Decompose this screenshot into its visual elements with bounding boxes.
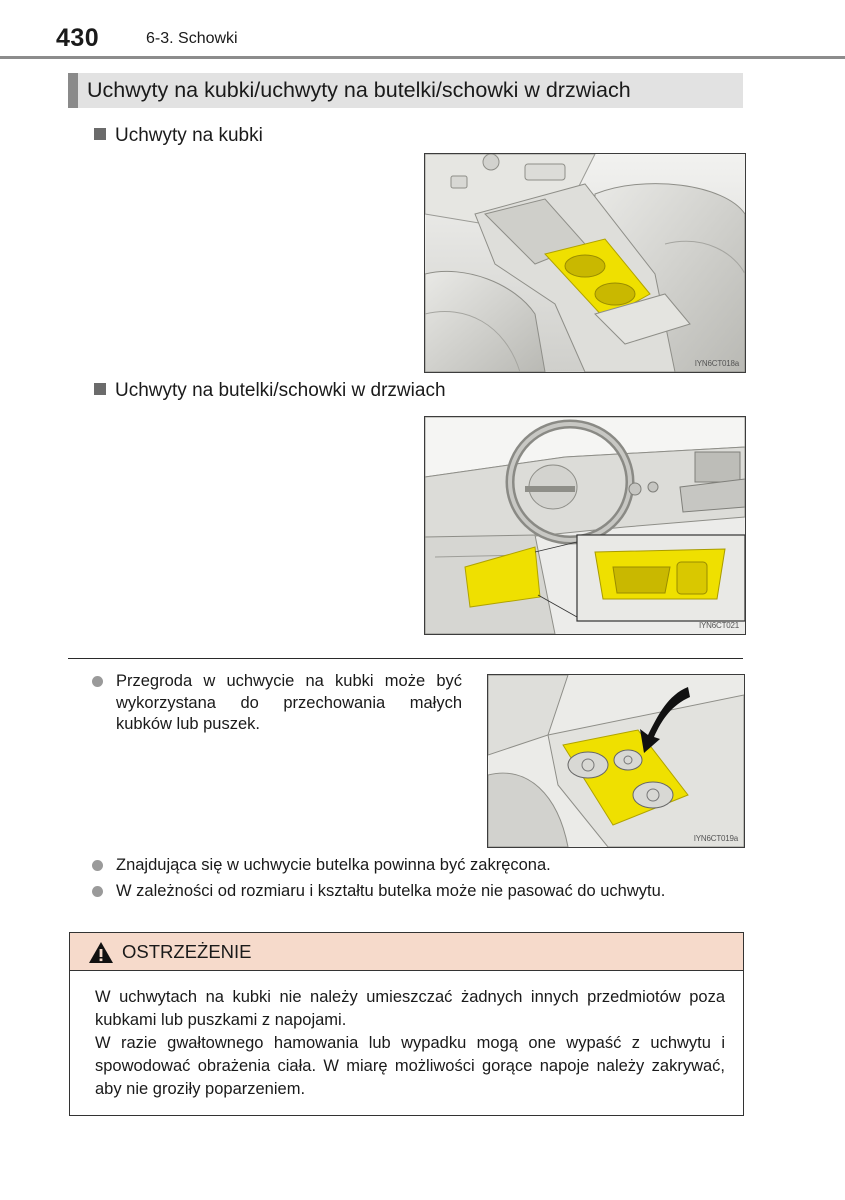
- subheading-label: Uchwyty na butelki/schowki w drzwiach: [115, 380, 446, 401]
- subheading-cup-holders: [94, 125, 263, 147]
- cup-holder-partition-illustration: [488, 675, 744, 847]
- bullet-dot-icon: [92, 860, 103, 871]
- page-title: Uchwyty na kubki/uchwyty na butelki/schowki w drzwiach: [87, 78, 631, 102]
- bullet-dot-icon: [92, 886, 103, 897]
- door-pocket-figure: [424, 416, 746, 635]
- subheading-bottle-holders: [94, 380, 446, 402]
- figure-code: IYN6CT019a: [693, 834, 738, 843]
- subheading-label: Uchwyty na kubki: [115, 125, 263, 146]
- note-bullet-bottle-fit: [92, 881, 752, 903]
- figure-code: IYN6CT018a: [694, 359, 739, 368]
- note-bullet-bottle-closed: [92, 855, 752, 877]
- bullet-dot-icon: [92, 676, 103, 687]
- square-bullet-icon: [94, 128, 106, 140]
- section-title-bar: [68, 73, 743, 108]
- warning-triangle-icon: [88, 941, 114, 964]
- figure-code: IYN6CT021: [699, 621, 739, 630]
- cup-holder-figure: [424, 153, 746, 373]
- note-text: Przegroda w uchwycie na kubki może być wykorzystana do przechowania małych kubków lub puszek.: [116, 672, 462, 733]
- warning-box: [69, 932, 744, 1116]
- note-bullet-partition: [92, 671, 462, 737]
- console-cup-holder-illustration: [425, 154, 745, 372]
- cabin-door-pocket-illustration: [425, 417, 745, 634]
- title-accent-bar: [68, 73, 78, 108]
- header-rule: [0, 56, 845, 59]
- note-text: W zależności od rozmiaru i kształtu butelka może nie pasować do uchwytu.: [116, 882, 666, 900]
- note-text: Znajdująca się w uchwycie butelka powinna być zakręcona.: [116, 856, 551, 874]
- section-reference: 6-3. Schowki: [146, 30, 238, 47]
- section-divider: [68, 658, 743, 659]
- warning-header: [70, 933, 743, 971]
- warning-paragraph: W razie gwałtownego hamowania lub wypadku mogą one wypaść z uchwytu i spowodować obrażenia ciała. W miarę możliwości gorące napoje należy zakrywać, aby nie groziły poparzeniem.: [95, 1034, 725, 1098]
- square-bullet-icon: [94, 383, 106, 395]
- page-number: 430: [56, 24, 100, 52]
- partition-figure: [487, 674, 745, 848]
- warning-paragraph: W uchwytach na kubki nie należy umieszczać żadnych innych przedmiotów poza kubkami lub puszkami z napojami.: [95, 988, 725, 1029]
- warning-title: OSTRZEŻENIE: [122, 941, 252, 962]
- warning-body: [95, 986, 725, 1101]
